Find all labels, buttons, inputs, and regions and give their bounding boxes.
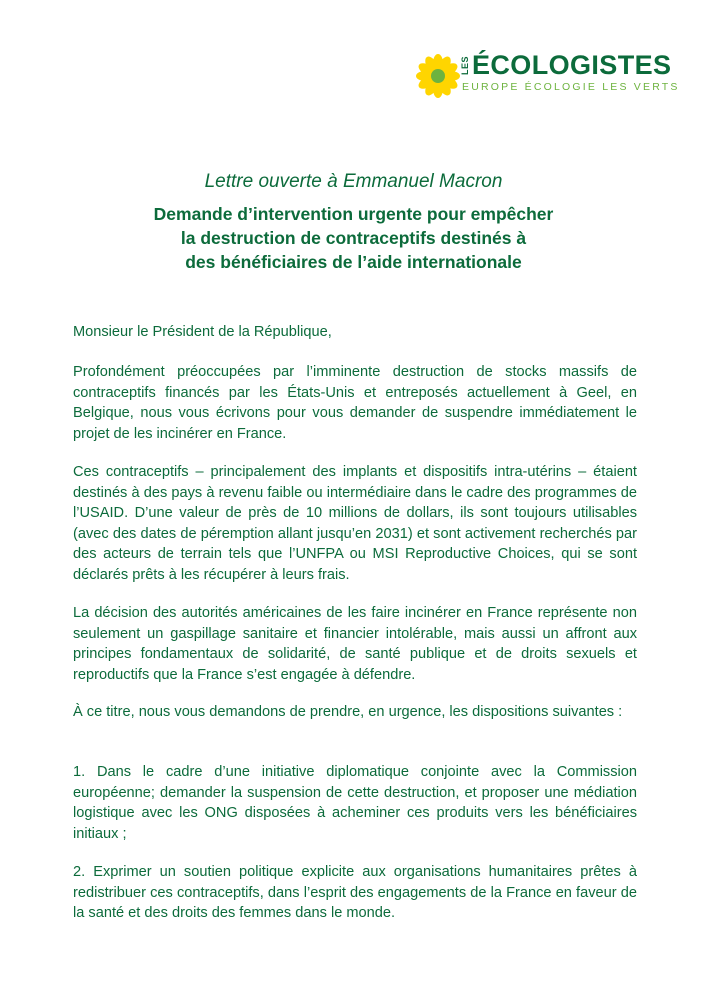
letter-kicker: Lettre ouverte à Emmanuel Macron — [204, 171, 503, 192]
salutation: Monsieur le Président de la République, — [73, 324, 332, 340]
paragraph-3: La décision des autorités américaines de les faire incinérer en France représente non seulement un gaspillage sanitaire et financier intolérable, mais aussi un affront aux principes fondamentaux de solidarité, de santé publique et de droits sexuels et reproductifs que la France s’est engagée à défendre. — [73, 605, 637, 683]
party-logo — [416, 44, 680, 104]
letter-title — [100, 202, 607, 274]
letter-title-line-2: la destruction de contraceptifs destinés à — [180, 228, 527, 248]
paragraph-4: À ce titre, nous vous demandons de prendre, en urgence, les dispositions suivantes : — [73, 704, 623, 720]
sunflower-icon — [416, 54, 460, 98]
logo-tagline: EUROPE ÉCOLOGIE LES VERTS — [462, 81, 680, 93]
letter-title-line-3: des bénéficiaires de l’aide internationale — [185, 252, 522, 272]
paragraph-2: Ces contraceptifs – principalement des implants et dispositifs intra-utérins – étaient destinés à des pays à revenu faible ou intermédiaire dans le cadre des programmes de l’USAID. D’une valeur de près de 10 millions de dollars, ils sont toujours utilisables (avec des dates de péremption allant jusqu’en 2031) et sont activement recherchés par des acteurs de terrain tels que l’UNFPA ou MSI Reproductive Choices, qui se sont déclarés prêts à les récupérer à leurs frais. — [73, 464, 637, 583]
logo-name: ÉCOLOGISTES — [472, 50, 672, 80]
letter-title-line-1: Demande d’intervention urgente pour empêcher — [153, 204, 554, 224]
paragraph-5: 1. Dans le cadre d’une initiative diplomatique conjointe avec la Commission européenne; demander la suspension de cette destruction, et proposer une médiation logistique avec les ONG disposées à acheminer ces produits vers les bénéficiaires initiaux ; — [73, 764, 637, 842]
paragraph-6: 2. Exprimer un soutien politique explicite aux organisations humanitaires prêtes à redistribuer ces contraceptifs, dans l’esprit des engagements de la France en faveur de la santé et des droits des femmes dans le monde. — [73, 864, 637, 921]
paragraph-1: Profondément préoccupées par l’imminente destruction de stocks massifs de contraceptifs financés par les États-Unis et entreposés actuellement à Geel, en Belgique, nous vous écrivons pour vous demander de suspendre immédiatement le projet de les incinérer en France. — [73, 364, 637, 442]
logo-prefix: LES — [460, 55, 470, 75]
